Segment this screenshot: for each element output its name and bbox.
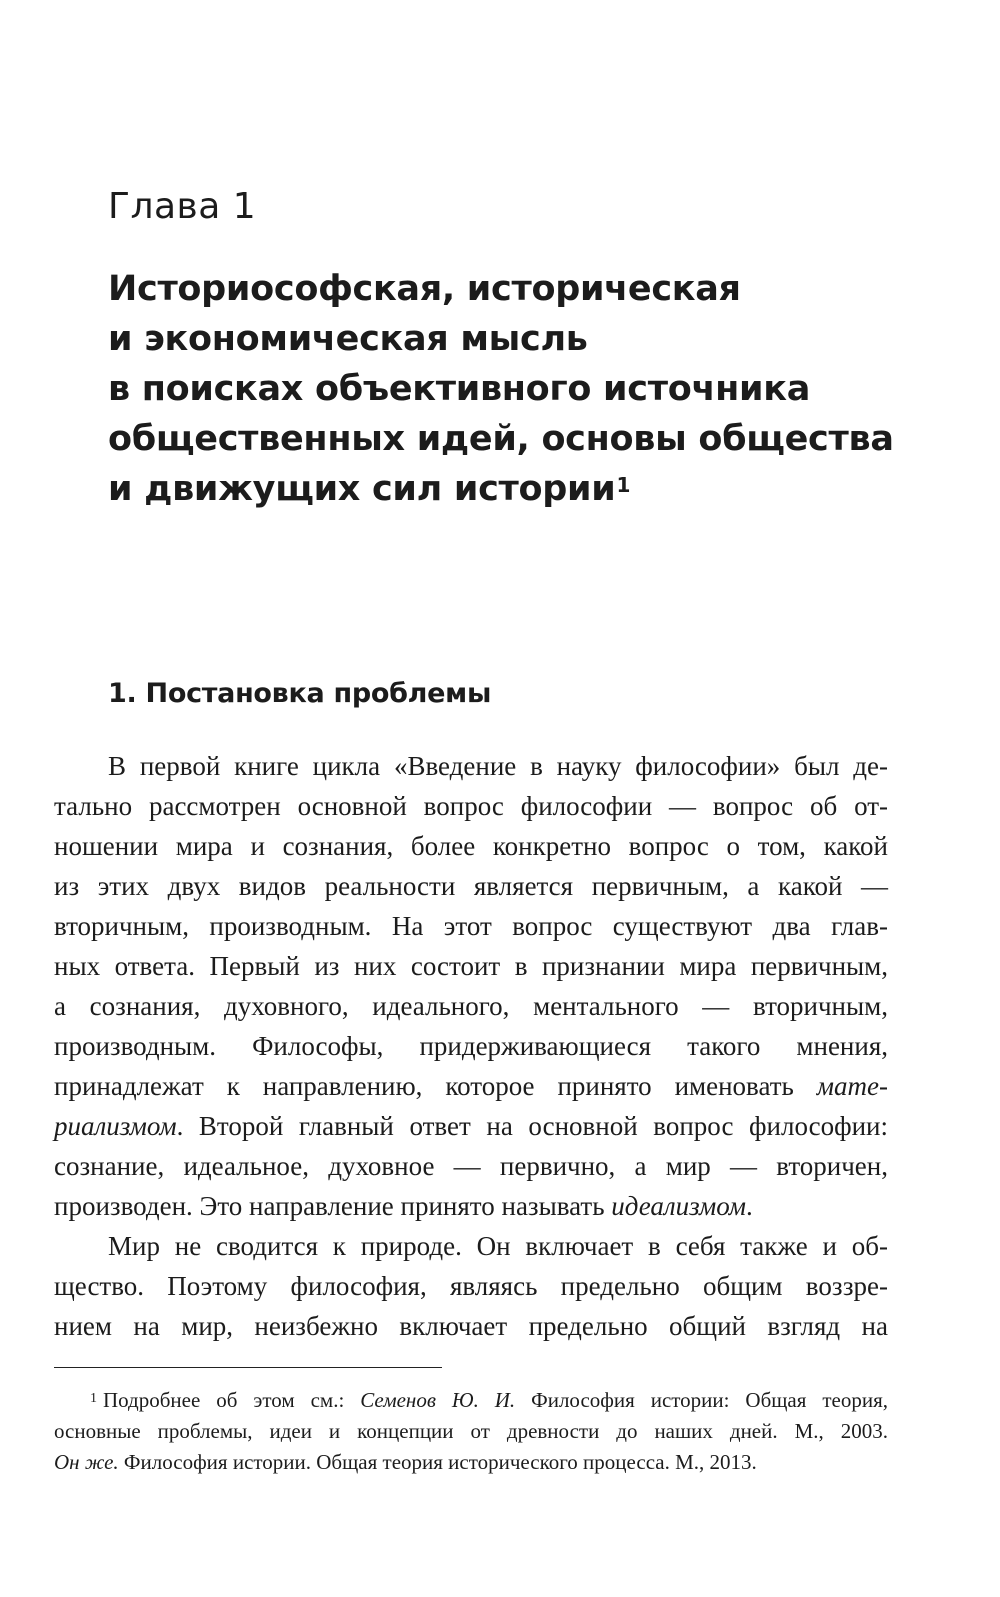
line-text: .: [745, 1191, 753, 1221]
line-text: производен. Это направление принято называть: [54, 1191, 612, 1221]
footnote-number: 1: [90, 1391, 97, 1406]
section-heading: 1. Постановка проблемы: [108, 678, 492, 709]
term-italic: мате-: [816, 1071, 888, 1101]
chapter-title-text: и движущих сил истории: [108, 469, 616, 509]
chapter-title: [108, 264, 968, 514]
paragraph-line: сознание, идеальное, духовное — первично, а мир — вторичен,: [54, 1151, 888, 1181]
chapter-title-line: и экономическая мысль: [108, 319, 588, 359]
footnote-line: [54, 1385, 888, 1416]
paragraph-line: производным. Философы, придерживающиеся такого мнения,: [54, 1031, 888, 1061]
term-italic: идеализмом: [611, 1191, 746, 1221]
paragraph-line: [54, 1106, 888, 1146]
footnote-author: Он же.: [54, 1450, 119, 1474]
chapter-title-line-last: [108, 464, 968, 514]
paragraph-line: щество. Поэтому философия, являясь предельно общим воззре-: [54, 1271, 888, 1301]
paragraph-line: вторичным, производным. На этот вопрос существуют два глав-: [54, 911, 888, 941]
chapter-title-line: общественных идей, основы общества: [108, 419, 894, 459]
body-text: [54, 746, 888, 1346]
footnote-reference[interactable]: 1: [616, 473, 631, 497]
paragraph-line: В первой книге цикла «Введение в науку философии» был де-: [108, 751, 888, 781]
paragraph-line: ношении мира и сознания, более конкретно вопрос о том, какой: [54, 831, 888, 861]
paragraph-line: а сознания, духовного, идеального, ментального — вторичным,: [54, 991, 888, 1021]
footnote-text: Подробнее об этом см.:: [103, 1388, 361, 1412]
footnote-line: [54, 1447, 888, 1478]
paragraph-line: нием на мир, неизбежно включает предельно общий взгляд на: [54, 1311, 888, 1341]
line-text: . Второй главный ответ на основной вопрос философии:: [176, 1111, 888, 1141]
paragraph-line: тально рассмотрен основной вопрос философии — вопрос об от-: [54, 791, 888, 821]
term-italic: риализмом: [54, 1111, 177, 1141]
paragraph-line: из этих двух видов реальности является первичным, а какой —: [54, 871, 888, 901]
footnote-text: Философия истории. Общая теория исторического процесса. М., 2013.: [118, 1450, 757, 1474]
paragraph-line: ных ответа. Первый из них состоит в признании мира первичным,: [54, 951, 888, 981]
paragraph-line: [54, 1066, 888, 1106]
chapter-title-line: в поисках объективного источника: [108, 369, 811, 409]
paragraph-line: Мир не сводится к природе. Он включает в себя также и об-: [108, 1231, 888, 1261]
footnote: [54, 1385, 888, 1478]
paragraph-line: [54, 1186, 888, 1226]
footnote-divider: [54, 1367, 442, 1368]
footnote-author: Семенов Ю. И.: [360, 1388, 516, 1412]
chapter-label: Глава 1: [108, 186, 257, 227]
chapter-title-line: Историософская, историческая: [108, 269, 741, 309]
line-text: принадлежат к направлению, которое принято именовать: [54, 1071, 817, 1101]
footnote-line: основные проблемы, идеи и концепции от древности до наших дней. М., 2003.: [54, 1419, 888, 1443]
footnote-text: Философия истории: Общая теория,: [515, 1388, 888, 1412]
